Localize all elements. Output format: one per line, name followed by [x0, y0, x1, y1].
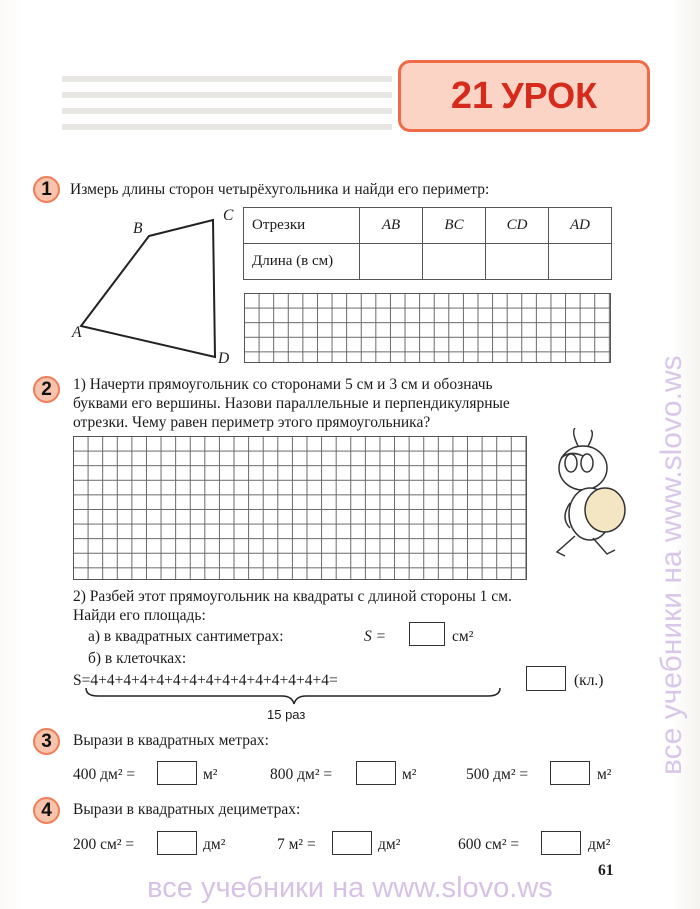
- vertex-b: B: [133, 220, 143, 237]
- task-4-item-1-left: 200 см² =: [73, 836, 135, 853]
- task-1-grid[interactable]: [244, 293, 611, 363]
- ant-backpack: [585, 488, 625, 532]
- area-cells-unit: (кл.): [574, 672, 604, 689]
- task-2-part2-line-1: 2) Разбей этот прямоугольник на квадраты с длиной стороны 1 см.: [73, 588, 512, 605]
- quadrilateral-shape: [81, 220, 215, 357]
- lesson-word: УРОК: [501, 75, 598, 116]
- task-3-item-2-left: 800 дм² =: [270, 766, 333, 783]
- task-1-text: Измерь длины сторон четырёхугольника и найди его периметр:: [70, 181, 490, 198]
- task-2-line-3: отрезки. Чему равен периметр этого прямоугольника?: [73, 414, 431, 431]
- task-2-part2-line-2: Найди его площадь:: [73, 607, 206, 624]
- task-4-item-1-answer-box[interactable]: [157, 831, 197, 855]
- task-3-item-3-unit: м²: [597, 766, 612, 783]
- table-header-segments: Отрезки: [244, 208, 360, 244]
- task-4-item-3-left: 600 см² =: [458, 836, 520, 853]
- task-3-item-2-answer-box[interactable]: [356, 761, 396, 785]
- task-3-item-1-unit: м²: [203, 766, 218, 783]
- col-ad: AD: [549, 208, 612, 244]
- cell-length-cd[interactable]: [486, 244, 549, 280]
- task-3-item-2-unit: м²: [402, 766, 417, 783]
- bleed-through-text: [62, 72, 392, 136]
- task-4-text: Вырази в квадратных дециметрах:: [73, 801, 301, 818]
- area-cells-label: б) в клеточках:: [88, 650, 187, 667]
- task-4-item-3-answer-box[interactable]: [541, 831, 581, 855]
- task-3-item-3-left: 500 дм² =: [466, 766, 529, 783]
- vertex-c: C: [223, 207, 234, 224]
- task-4-item-2-unit: дм²: [378, 836, 401, 853]
- task-4-item-1-unit: дм²: [203, 836, 226, 853]
- area-cells-answer-box[interactable]: [526, 666, 566, 691]
- vertex-d: D: [218, 350, 230, 367]
- task-3-item-1-left: 400 дм² =: [73, 766, 136, 783]
- task-1-number: 1: [33, 176, 60, 203]
- quadrilateral-figure: [60, 200, 240, 370]
- task-2-line-1: 1) Начерти прямоугольник со сторонами 5 см и 3 см и обозначь: [73, 376, 493, 393]
- side-watermark: все учебники на www.slovo.ws: [655, 355, 688, 775]
- task-4-item-2-answer-box[interactable]: [332, 831, 372, 855]
- task-3-item-1-answer-box[interactable]: [157, 761, 197, 785]
- task-3-item-3-answer-box[interactable]: [550, 761, 590, 785]
- col-cd: CD: [486, 208, 549, 244]
- task-3-text: Вырази в квадратных метрах:: [73, 732, 269, 749]
- ant-antenna-left: [574, 428, 579, 448]
- col-ab: AB: [360, 208, 423, 244]
- area-cells-sum: S=4+4+4+4+4+4+4+4+4+4+4+4+4+4+4=: [73, 672, 338, 689]
- lesson-badge: [398, 60, 650, 132]
- task-2-number: 2: [33, 376, 60, 403]
- task-4-item-2-left: 7 м² =: [277, 836, 316, 853]
- area-cm-unit: см²: [452, 628, 474, 645]
- ant-leg-right: [593, 538, 615, 554]
- table-row-segments: [244, 208, 612, 244]
- page-number: 61: [598, 862, 614, 879]
- col-bc: BC: [423, 208, 486, 244]
- brace-label: 15 раз: [267, 707, 306, 722]
- table-row-lengths: [244, 244, 612, 280]
- ant-character-illustration: [535, 428, 635, 568]
- cell-length-ad[interactable]: [549, 244, 612, 280]
- area-cm-label: а) в квадратных сантиметрах:: [88, 628, 284, 645]
- cell-length-bc[interactable]: [423, 244, 486, 280]
- task-4-item-3-unit: дм²: [588, 836, 611, 853]
- area-cm-answer-box[interactable]: [409, 622, 445, 646]
- task-3-number: 3: [33, 728, 60, 755]
- bottom-watermark: все учебники на www.slovo.ws: [147, 872, 553, 904]
- lesson-number: 21: [450, 74, 494, 117]
- task-2-grid[interactable]: [73, 436, 527, 580]
- segments-table: [243, 207, 612, 280]
- ant-leg-left: [557, 536, 575, 556]
- table-header-length: Длина (в см): [244, 244, 360, 280]
- cell-length-ab[interactable]: [360, 244, 423, 280]
- ant-antenna-right: [587, 430, 592, 448]
- area-cm-expr: S =: [364, 628, 387, 645]
- vertex-a: A: [72, 324, 82, 341]
- task-4-number: 4: [33, 797, 60, 824]
- task-2-line-2: буквами его вершины. Назови параллельные и перпендикулярные: [73, 395, 510, 412]
